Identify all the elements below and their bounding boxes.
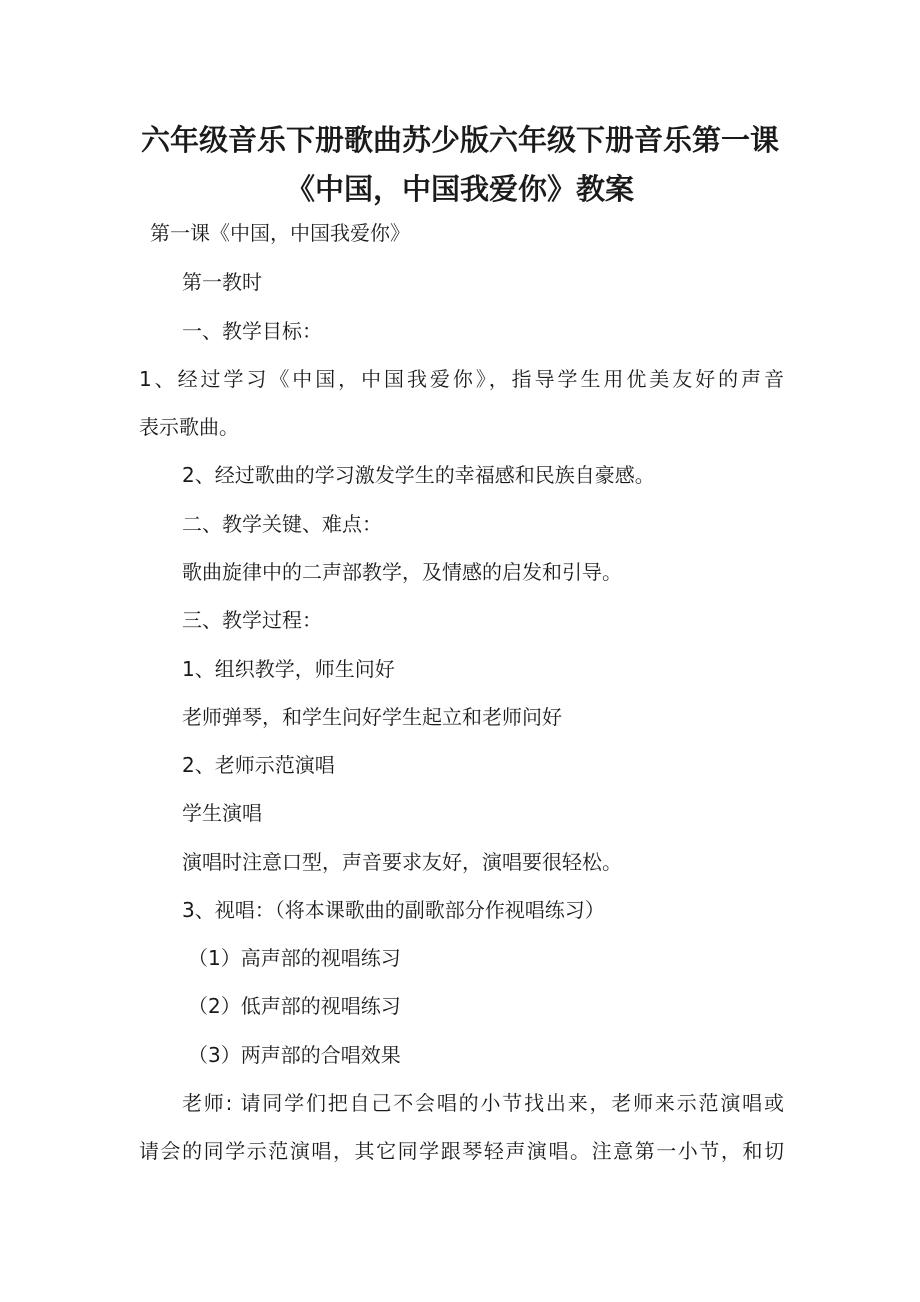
document-title-line-1: 六年级音乐下册歌曲苏少版六年级下册音乐第一课 <box>140 123 779 157</box>
objective-2: 2、经过歌曲的学习激发学生的幸福感和民族自豪感。 <box>182 463 655 487</box>
section-heading-key-points: 二、教学关键、难点： <box>182 512 382 536</box>
teacher-instruction-line-2: 请会的同学示范演唱，其它同学跟琴轻声演唱。注意第一小节，和切 <box>139 1139 784 1163</box>
step-3: 3、视唱：（将本课歌曲的副歌部分作视唱练习） <box>182 898 605 922</box>
objective-1-line-2: 表示歌曲。 <box>139 415 239 439</box>
document-title-line-2: 《中国，中国我爱你》教案 <box>285 172 634 206</box>
step-1-detail: 老师弹琴，和学生问好学生起立和老师问好 <box>182 705 562 729</box>
step-1: 1、组织教学，师生问好 <box>182 657 395 681</box>
step-3-item-1: （1）高声部的视唱练习 <box>188 946 401 970</box>
step-2: 2、老师示范演唱 <box>182 753 335 777</box>
objective-1-line-1: 1、经过学习《中国，中国我爱你》，指导学生用优美友好的声音 <box>139 367 784 391</box>
period-label: 第一教时 <box>182 270 262 294</box>
key-points-text: 歌曲旋律中的二声部教学，及情感的启发和引导。 <box>182 560 622 584</box>
lesson-heading: 第一课《中国，中国我爱你》 <box>150 221 410 245</box>
step-3-item-3: （3）两声部的合唱效果 <box>188 1043 401 1067</box>
step-2-detail-1: 学生演唱 <box>182 801 262 825</box>
section-heading-objectives: 一、教学目标： <box>182 319 322 343</box>
step-2-detail-2: 演唱时注意口型，声音要求友好，演唱要很轻松。 <box>182 850 622 874</box>
step-3-item-2: （2）低声部的视唱练习 <box>188 994 401 1018</box>
teacher-instruction-line-1: 老师: 请同学们把自己不会唱的小节找出来，老师来示范演唱或 <box>182 1091 784 1115</box>
section-heading-process: 三、教学过程： <box>182 608 322 632</box>
